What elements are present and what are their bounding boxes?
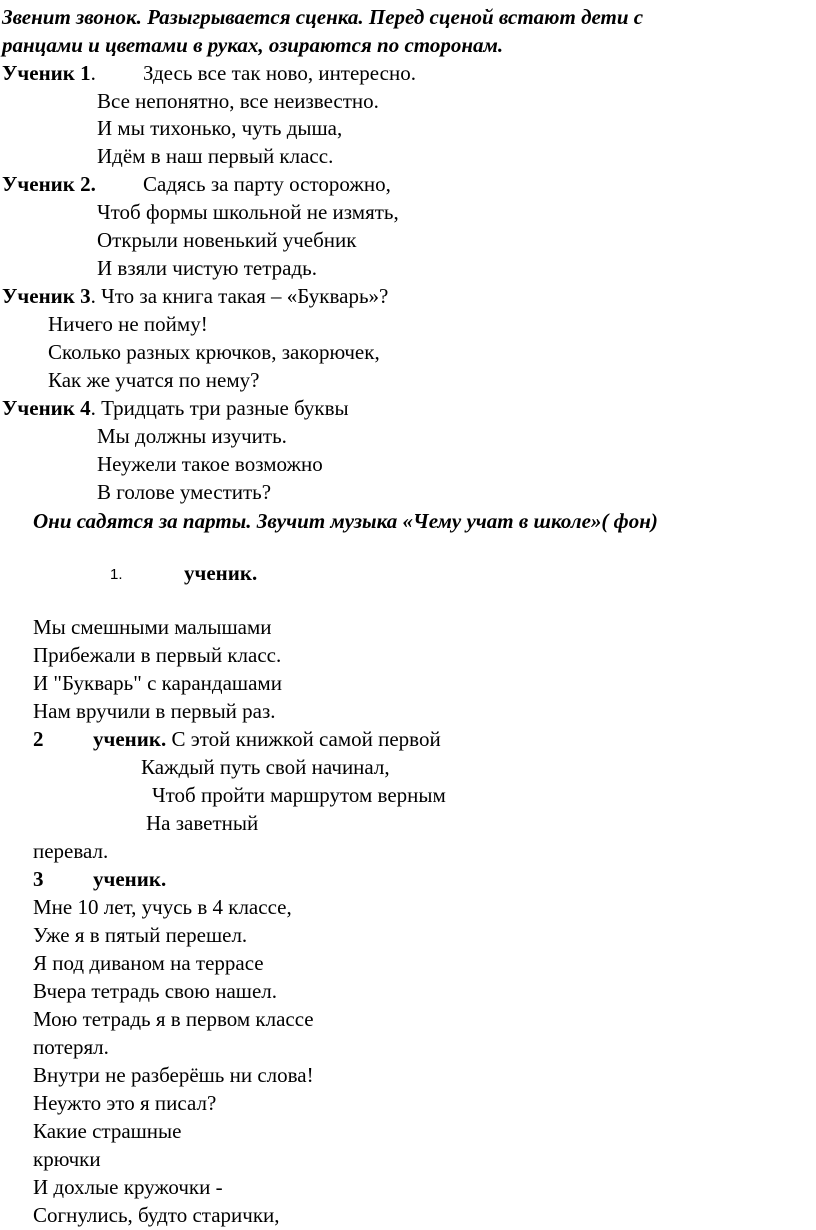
verse-line: Неужели такое возможно <box>97 452 323 476</box>
verse-line: Согнулись, будто старички, <box>33 1203 280 1227</box>
speaker-label: ученик. <box>93 727 167 751</box>
verse-line: Я под диваном на террасе <box>33 951 264 975</box>
verse-line: Какие страшные <box>33 1119 182 1143</box>
verse-line: И мы тихонько, чуть дыша, <box>97 116 343 140</box>
list-number: 2 <box>33 727 44 751</box>
verse-line: Все непонятно, все неизвестно. <box>97 89 379 113</box>
verse-line: Мою тетрадь я в первом классе <box>33 1007 314 1031</box>
verse-line: Здесь все так ново, интересно. <box>143 61 416 85</box>
verse-line: Сколько разных крючков, закорючек, <box>48 340 380 364</box>
verse-1-first-line <box>2 60 96 86</box>
verse-line: Внутри не разберёшь ни слова! <box>33 1063 314 1087</box>
verse-line: крючки <box>33 1147 101 1171</box>
verse-text: . Что за книга такая – «Букварь»? <box>90 284 389 308</box>
verse-line: Садясь за парту осторожно, <box>143 172 391 196</box>
verse-line: Чтоб пройти маршрутом верным <box>152 783 446 807</box>
verse-line: В голове уместить? <box>97 480 272 504</box>
speaker-label: Ученик 3 <box>2 284 91 308</box>
verse-line: На заветный <box>146 811 259 835</box>
speaker-label: ученик. <box>93 867 167 891</box>
speaker-label: Ученик 2. <box>2 172 96 196</box>
verse-line: Открыли новенький учебник <box>97 228 357 252</box>
verse-line: И "Букварь" с карандашами <box>33 671 282 695</box>
speaker-label: Ученик 4 <box>2 396 91 420</box>
verse-line: потерял. <box>33 1035 109 1059</box>
speaker-label: ученик. <box>184 561 258 585</box>
intro-line-2: ранцами и цветами в руках, озираются по сторонам. <box>2 33 504 57</box>
list-number: 1. <box>110 566 123 583</box>
verse-3-first-line <box>2 283 388 309</box>
verse-4-first-line <box>2 395 349 421</box>
verse-line: Ничего не пойму! <box>48 312 208 336</box>
verse-line: перевал. <box>33 839 109 863</box>
speaker-separator: . <box>90 61 96 85</box>
verse-line: Мы должны изучить. <box>97 424 287 448</box>
verse-line: Как же учатся по нему? <box>48 368 260 392</box>
speaker-label: Ученик 1 <box>2 61 91 85</box>
verse-line: Чтоб формы школьной не измять, <box>97 200 399 224</box>
verse-line: Неужто это я писал? <box>33 1091 217 1115</box>
verse-line: Уже я в пятый перешел. <box>33 923 248 947</box>
verse-line: Мы смешными малышами <box>33 615 272 639</box>
verse-2b-first-line <box>93 726 441 752</box>
intro-line-1: Звенит звонок. Разыгрывается сценка. Перед сценой встают дети с <box>2 5 644 29</box>
verse-line: Каждый путь свой начинал, <box>141 755 390 779</box>
verse-line: Прибежали в первый класс. <box>33 643 282 667</box>
verse-line: Мне 10 лет, учусь в 4 классе, <box>33 895 292 919</box>
list-number: 3 <box>33 867 44 891</box>
verse-text: С этой книжкой самой первой <box>166 727 441 751</box>
stage-direction: Они садятся за парты. Звучит музыка «Чему учат в школе»( фон) <box>33 509 658 533</box>
verse-line: И дохлые кружочки - <box>33 1175 223 1199</box>
verse-line: Идём в наш первый класс. <box>97 144 334 168</box>
verse-line: Нам вручили в первый раз. <box>33 699 276 723</box>
verse-text: . Тридцать три разные буквы <box>90 396 349 420</box>
verse-line: И взяли чистую тетрадь. <box>97 256 317 280</box>
verse-line: Вчера тетрадь свою нашел. <box>33 979 278 1003</box>
